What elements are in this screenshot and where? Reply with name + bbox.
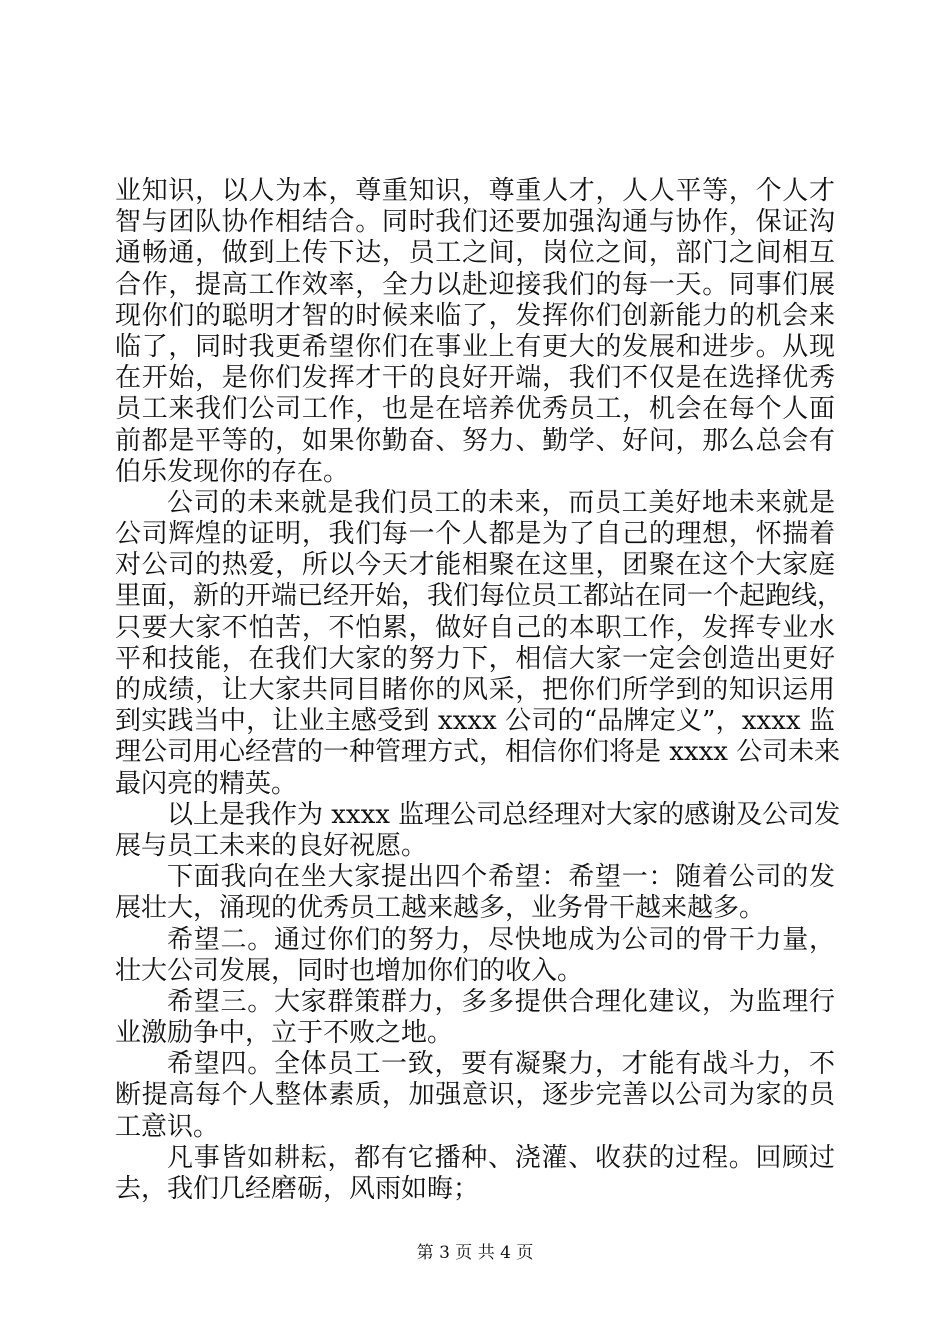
text-line: 的成绩，让大家共同目睹你的风采，把你们所学到的知识运用 — [115, 675, 835, 705]
text-line: 平和技能，在我们大家的努力下，相信大家一定会创造出更好 — [115, 643, 835, 674]
text-line: 希望二。通过你们的努力，尽快地成为公司的骨干力量， — [167, 924, 835, 955]
text-line: 现你们的聪明才智的时候来临了，发挥你们创新能力的机会来 — [115, 300, 835, 331]
text-line: 展与员工未来的良好祝愿。 — [115, 830, 428, 861]
text-line: 展壮大，涌现的优秀员工越来越多，业务骨干越来越多。 — [115, 893, 766, 924]
text-line: 在开始，是你们发挥才干的良好开端，我们不仅是在选择优秀 — [115, 363, 835, 394]
text-line: 壮大公司发展，同时也增加你们的收入。 — [115, 955, 584, 986]
text-line: 工意识。 — [115, 1111, 220, 1142]
text-line: 员工来我们公司工作，也是在培养优秀员工，机会在每个人面 — [115, 394, 835, 425]
text-line: 业知识，以人为本，尊重知识，尊重人才，人人平等，个人才 — [115, 176, 835, 206]
text-line: 理公司用心经营的一种管理方式，相信你们将是 xxxx 公司未来 — [115, 737, 841, 768]
text-line: 下面我向在坐大家提出四个希望：希望一：随着公司的发 — [167, 862, 835, 893]
text-line: 去，我们几经磨砺，风雨如晦； — [115, 1174, 480, 1204]
text-line: 合作，提高工作效率，全力以赴迎接我们的每一天。同事们展 — [115, 269, 835, 300]
text-line: 以上是我作为 xxxx 监理公司总经理对大家的感谢及公司发 — [167, 799, 841, 830]
text-line: 最闪亮的精英。 — [115, 768, 298, 799]
text-line: 里面，新的开端已经开始，我们每位员工都站在同一个起跑线， — [115, 581, 844, 612]
document-body — [115, 176, 844, 1205]
text-line: 临了，同时我更希望你们在事业上有更大的发展和进步。从现 — [115, 331, 835, 362]
text-line: 希望四。全体员工一致，要有凝聚力，才能有战斗力，不 — [167, 1049, 835, 1080]
text-line: 到实践当中，让业主感受到 xxxx 公司的“品牌定义”，xxxx 监 — [115, 706, 835, 737]
text-line: 对公司的热爱，所以今天才能相聚在这里，团聚在这个大家庭 — [115, 550, 835, 581]
text-line: 公司的未来就是我们员工的未来，而员工美好地未来就是 — [167, 487, 835, 518]
page-footer: 第 3 页 共 4 页 — [416, 1243, 534, 1263]
text-line: 公司辉煌的证明，我们每一个人都是为了自己的理想，怀揣着 — [115, 519, 835, 550]
text-line: 断提高每个人整体素质，加强意识，逐步完善以公司为家的员 — [115, 1080, 835, 1111]
text-line: 伯乐发现你的存在。 — [115, 456, 350, 487]
text-line: 前都是平等的，如果你勤奋、努力、勤学、好问，那么总会有 — [115, 425, 835, 456]
text-line: 凡事皆如耕耘，都有它播种、浇灌、收获的过程。回顾过 — [167, 1142, 835, 1173]
text-line: 业激励争中，立于不败之地。 — [115, 1018, 454, 1049]
text-line: 通畅通，做到上传下达，员工之间，岗位之间，部门之间相互 — [115, 238, 835, 269]
text-line: 智与团队协作相结合。同时我们还要加强沟通与协作，保证沟 — [115, 207, 835, 238]
text-line: 希望三。大家群策群力，多多提供合理化建议，为监理行 — [167, 986, 835, 1017]
text-line: 只要大家不怕苦，不怕累，做好自己的本职工作，发挥专业水 — [115, 612, 835, 643]
